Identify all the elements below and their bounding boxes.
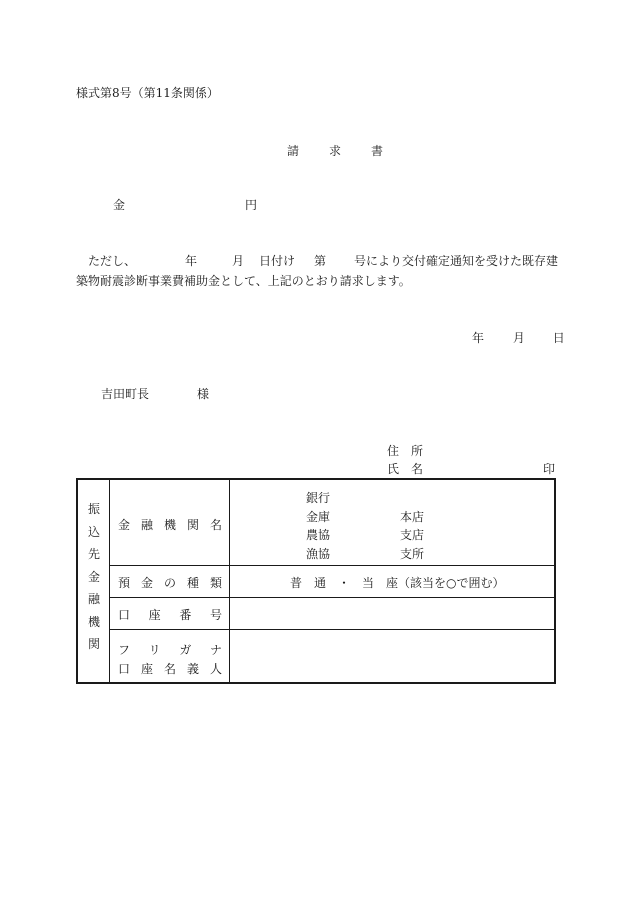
label-char: 号 [209, 608, 222, 622]
label-char: ナ [209, 643, 222, 657]
label-char: 関 [186, 518, 199, 532]
label-char: 座 [140, 662, 153, 676]
bank-type: 漁協 [306, 546, 331, 561]
body-tadashi: ただし、 [88, 254, 137, 268]
bank-type: 銀行 [306, 491, 331, 505]
branch-type: 支所 [400, 546, 425, 561]
table-divider [110, 597, 554, 598]
branch-type: 支店 [400, 528, 425, 542]
body-month: 月 [232, 254, 245, 268]
addressee: 吉田町長 [101, 387, 150, 401]
side-char: 金 [87, 569, 100, 584]
side-char: 込 [87, 524, 100, 539]
furigana-label [110, 641, 230, 658]
name-label: 氏 名 [387, 462, 424, 476]
bank-type: 農協 [306, 528, 331, 542]
bank-type: 金庫 [306, 509, 331, 524]
label-char: 機 [163, 518, 176, 532]
body-line-2: 築物耐震診断事業費補助金として、上記のとおり請求します。 [76, 274, 411, 288]
label-char: リ [148, 643, 161, 657]
account-number-label [110, 606, 230, 623]
table-divider [110, 565, 554, 566]
side-char: 融 [87, 592, 100, 606]
date-year: 年 [472, 331, 485, 345]
label-char: の [163, 576, 176, 590]
document-title: 請 求 書 [287, 144, 393, 158]
bank-type-list [306, 489, 330, 563]
body-line1-end: 号により交付確定通知を受けた既存建 [354, 254, 559, 268]
branch-type: 本店 [400, 509, 425, 524]
form-number: 様式第8号（第11条関係） [76, 86, 219, 100]
seal-mark: 印 [543, 462, 556, 476]
side-char: 機 [87, 614, 100, 629]
date-day: 日 [552, 331, 565, 345]
transfer-destination-label [78, 498, 110, 656]
bank-transfer-table [76, 478, 556, 684]
body-dai: 第 [314, 254, 327, 268]
honorific: 様 [197, 387, 210, 401]
table-divider [110, 629, 554, 630]
label-char: 融 [140, 518, 153, 532]
body-year: 年 [185, 254, 198, 268]
deposit-type-label [110, 574, 230, 591]
address-label: 住 所 [387, 444, 424, 458]
label-char: 種 [186, 576, 199, 590]
label-char: 口 [118, 662, 131, 676]
side-char: 関 [87, 637, 100, 651]
label-char: 人 [209, 662, 222, 676]
label-char: 座 [148, 608, 161, 622]
label-char: 金 [140, 576, 153, 590]
label-char: 預 [118, 576, 131, 590]
label-char: フ [118, 643, 131, 657]
label-char: 名 [163, 662, 176, 676]
label-char: 口 [118, 608, 131, 622]
branch-type-list [400, 508, 424, 564]
account-holder-label [110, 660, 230, 677]
label-char: 金 [118, 518, 131, 532]
amount-suffix: 円 [245, 198, 258, 212]
date-month: 月 [512, 331, 525, 345]
institution-name-label [110, 516, 230, 533]
label-char: 番 [179, 608, 192, 622]
amount-prefix: 金 [113, 198, 126, 212]
label-char: 義 [186, 662, 199, 676]
body-day-dated: 日付け [259, 254, 296, 268]
deposit-type-options: 普 通 ・ 当 座（該当を○で囲む） [290, 576, 505, 590]
label-char: 類 [209, 576, 222, 590]
label-char: ガ [179, 643, 192, 657]
side-char: 先 [87, 547, 100, 561]
request-date [472, 331, 565, 345]
side-char: 振 [87, 502, 100, 516]
label-char: 名 [209, 518, 222, 532]
